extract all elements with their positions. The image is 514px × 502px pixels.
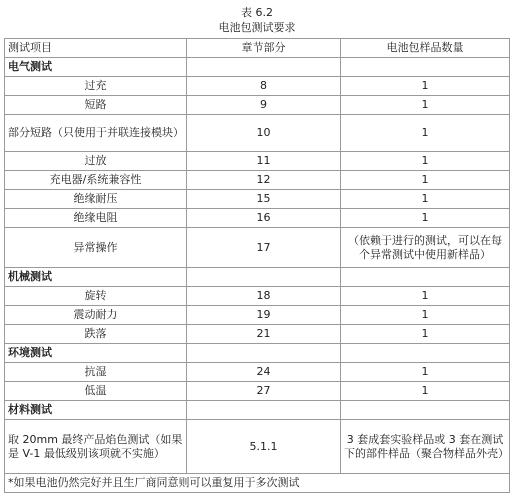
sample-quantity: 1 (341, 190, 510, 209)
table-row (5, 306, 510, 325)
section-row (5, 344, 510, 363)
sample-quantity: 1 (341, 96, 510, 115)
table-row (5, 287, 510, 306)
section-environmental: 环境测试 (5, 344, 187, 363)
section-material: 材料测试 (5, 401, 187, 420)
sample-quantity: 1 (341, 325, 510, 344)
footnote: *如果电池仍然完好并且生厂商同意则可以重复用于多次测试 (5, 474, 510, 493)
table-number: 表 6.2 (241, 6, 273, 19)
test-item: 取 20mm 最终产品焰色测试（如果是 V-1 最低级别该项就不实施） (5, 420, 187, 474)
test-item: 低温 (5, 382, 187, 401)
sample-quantity: 1 (341, 363, 510, 382)
section-number: 11 (187, 152, 341, 171)
table-row (5, 228, 510, 268)
section-row (5, 401, 510, 420)
header-section: 章节部分 (187, 39, 341, 58)
table-row (5, 190, 510, 209)
table-row (5, 115, 510, 152)
sample-quantity: 1 (341, 382, 510, 401)
section-number: 24 (187, 363, 341, 382)
sample-quantity: 1 (341, 306, 510, 325)
test-item: 旋转 (5, 287, 187, 306)
section-row (5, 58, 510, 77)
table-row (5, 152, 510, 171)
section-number: 12 (187, 171, 341, 190)
test-item: 绝缘电阻 (5, 209, 187, 228)
test-item: 震动耐力 (5, 306, 187, 325)
header-test-item: 测试项目 (5, 39, 187, 58)
sample-quantity: （依赖于进行的测试，可以在每个异常测试中使用新样品） (341, 228, 510, 268)
section-number: 9 (187, 96, 341, 115)
section-number: 19 (187, 306, 341, 325)
sample-quantity: 1 (341, 152, 510, 171)
header-row (5, 39, 510, 58)
section-number: 16 (187, 209, 341, 228)
battery-pack-test-table (4, 38, 510, 493)
table-row (5, 77, 510, 96)
sample-quantity: 1 (341, 171, 510, 190)
header-quantity: 电池包样品数量 (341, 39, 510, 58)
section-number: 8 (187, 77, 341, 96)
section-row (5, 268, 510, 287)
test-item: 跌落 (5, 325, 187, 344)
table-row (5, 420, 510, 474)
sample-quantity: 1 (341, 287, 510, 306)
table-row (5, 209, 510, 228)
table-row (5, 96, 510, 115)
table-title: 电池包测试要求 (218, 21, 296, 34)
table-row (5, 363, 510, 382)
test-item: 过充 (5, 77, 187, 96)
test-item: 充电器/系统兼容性 (5, 171, 187, 190)
section-electrical: 电气测试 (5, 58, 187, 77)
section-number: 18 (187, 287, 341, 306)
table-row (5, 325, 510, 344)
test-item: 短路 (5, 96, 187, 115)
section-mechanical: 机械测试 (5, 268, 187, 287)
test-item: 过放 (5, 152, 187, 171)
section-number: 27 (187, 382, 341, 401)
section-number: 5.1.1 (187, 420, 341, 474)
sample-quantity: 1 (341, 115, 510, 152)
section-number: 21 (187, 325, 341, 344)
section-number: 10 (187, 115, 341, 152)
test-item: 部分短路（只使用于并联连接模块） (5, 115, 187, 152)
sample-quantity: 3 套成套实验样品或 3 套在测试下的部件样品（聚合物样品外壳） (341, 420, 510, 474)
table-row (5, 382, 510, 401)
test-item: 异常操作 (5, 228, 187, 268)
section-number: 15 (187, 190, 341, 209)
sample-quantity: 1 (341, 77, 510, 96)
sample-quantity: 1 (341, 209, 510, 228)
section-number: 17 (187, 228, 341, 268)
test-item: 绝缘耐压 (5, 190, 187, 209)
footnote-row (5, 474, 510, 493)
table-row (5, 171, 510, 190)
test-item: 抗湿 (5, 363, 187, 382)
